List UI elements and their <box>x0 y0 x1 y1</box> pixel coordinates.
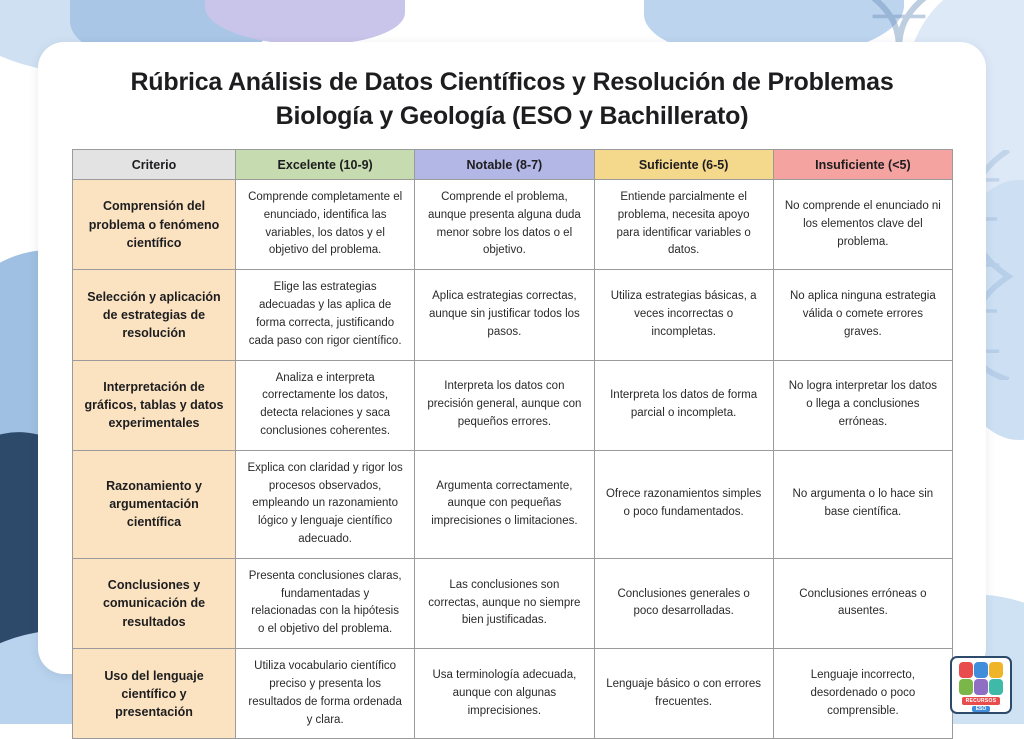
logo-face-teal <box>989 679 1003 695</box>
logo-faces-row-1 <box>959 662 1003 678</box>
column-header-suficiente: Suficiente (6-5) <box>594 150 773 180</box>
table-row <box>73 649 953 739</box>
cell-insuficiente: Lenguaje incorrecto, desordenado o poco comprensible. <box>773 649 952 739</box>
table-row <box>73 360 953 450</box>
cell-insuficiente: No aplica ninguna estrategia válida o comete errores graves. <box>773 270 952 360</box>
row-criterion-label: Conclusiones y comunicación de resultados <box>73 558 236 648</box>
cell-suficiente: Lenguaje básico o con errores frecuentes. <box>594 649 773 739</box>
cell-notable: Comprende el problema, aunque presenta alguna duda menor sobre los datos o el objetivo. <box>415 180 594 270</box>
row-criterion-label: Selección y aplicación de estrategias de resolución <box>73 270 236 360</box>
cell-insuficiente: No comprende el enunciado ni los elementos clave del problema. <box>773 180 952 270</box>
cell-insuficiente: No logra interpretar los datos o llega a conclusiones erróneas. <box>773 360 952 450</box>
column-header-insuficiente: Insuficiente (<5) <box>773 150 952 180</box>
logo-face-purple <box>974 679 988 695</box>
row-criterion-label: Interpretación de gráficos, tablas y datos experimentales <box>73 360 236 450</box>
row-criterion-label: Comprensión del problema o fenómeno científico <box>73 180 236 270</box>
row-criterion-label: Razonamiento y argumentación científica <box>73 450 236 558</box>
cell-notable: Argumenta correctamente, aunque con pequeñas imprecisiones o limitaciones. <box>415 450 594 558</box>
logo-text-eso: ESO <box>972 706 991 712</box>
page-title <box>72 66 952 133</box>
cell-excelente: Presenta conclusiones claras, fundamentadas y relacionadas con la hipótesis o el objetivo del problema. <box>236 558 415 648</box>
cell-suficiente: Interpreta los datos de forma parcial o incompleta. <box>594 360 773 450</box>
cell-notable: Interpreta los datos con precisión general, aunque con pequeños errores. <box>415 360 594 450</box>
logo-face-red <box>959 662 973 678</box>
cell-suficiente: Utiliza estrategias básicas, a veces incorrectas o incompletas. <box>594 270 773 360</box>
cell-excelente: Utiliza vocabulario científico preciso y presenta los resultados de forma ordenada y clara. <box>236 649 415 739</box>
logo-face-blue <box>974 662 988 678</box>
page-title-line-1: Rúbrica Análisis de Datos Científicos y Resolución de Problemas <box>130 68 894 96</box>
cell-notable: Aplica estrategias correctas, aunque sin justificar todos los pasos. <box>415 270 594 360</box>
cell-excelente: Analiza e interpreta correctamente los datos, detecta relaciones y saca conclusiones coherentes. <box>236 360 415 450</box>
page-title-line-2: Biología y Geología (ESO y Bachillerato) <box>275 101 749 130</box>
cell-suficiente: Conclusiones generales o poco desarrolladas. <box>594 558 773 648</box>
logo-face-green <box>959 679 973 695</box>
column-header-notable: Notable (8-7) <box>415 150 594 180</box>
logo-faces-row-2 <box>959 679 1003 695</box>
cell-insuficiente: No argumenta o lo hace sin base científica. <box>773 450 952 558</box>
column-header-excelente: Excelente (10-9) <box>236 150 415 180</box>
cell-notable: Usa terminología adecuada, aunque con algunas imprecisiones. <box>415 649 594 739</box>
table-header <box>73 150 953 180</box>
cell-notable: Las conclusiones son correctas, aunque no siempre bien justificadas. <box>415 558 594 648</box>
table-body <box>73 180 953 739</box>
table-row <box>73 180 953 270</box>
logo-text-recursos: RECURSOS <box>962 697 1001 705</box>
cell-insuficiente: Conclusiones erróneas o ausentes. <box>773 558 952 648</box>
logo-face-yellow <box>989 662 1003 678</box>
row-criterion-label: Uso del lenguaje científico y presentación <box>73 649 236 739</box>
recursos-eso-logo <box>950 656 1012 714</box>
cell-suficiente: Entiende parcialmente el problema, necesita apoyo para identificar variables o datos. <box>594 180 773 270</box>
rubric-table <box>72 149 953 739</box>
table-row <box>73 450 953 558</box>
cell-suficiente: Ofrece razonamientos simples o poco fundamentados. <box>594 450 773 558</box>
cell-excelente: Elige las estrategias adecuadas y las aplica de forma correcta, justificando cada paso con rigor científico. <box>236 270 415 360</box>
cell-excelente: Explica con claridad y rigor los procesos observados, empleando un razonamiento lógico y lenguaje científico adecuado. <box>236 450 415 558</box>
table-header-row <box>73 150 953 180</box>
column-header-criterio: Criterio <box>73 150 236 180</box>
cell-excelente: Comprende completamente el enunciado, identifica las variables, los datos y el objetivo del problema. <box>236 180 415 270</box>
table-row <box>73 270 953 360</box>
table-row <box>73 558 953 648</box>
